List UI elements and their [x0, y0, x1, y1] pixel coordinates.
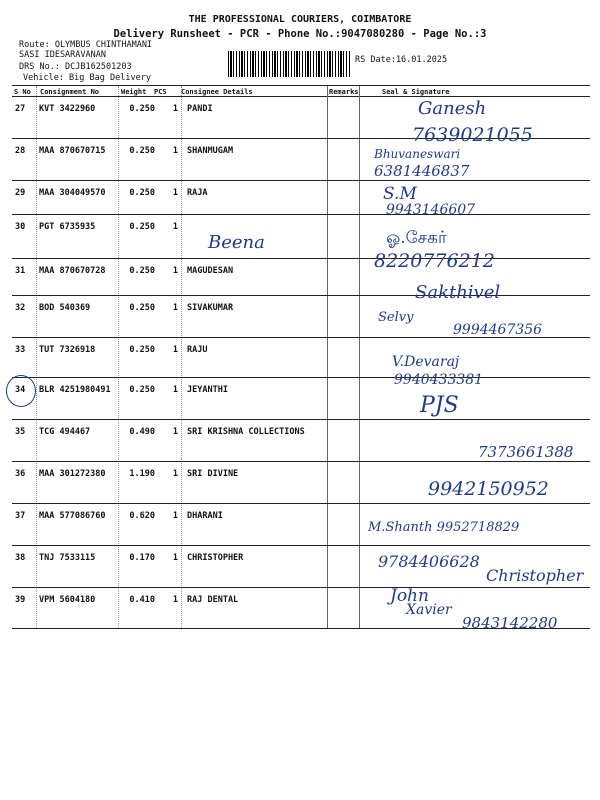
row-consignment: BOD 540369 — [39, 303, 91, 313]
handwritten-signature: Xavier — [406, 602, 452, 618]
col-header-sno: S No — [14, 88, 31, 96]
handwritten-signature: ஓ.சேகர் — [386, 228, 447, 248]
row-sno: 34 — [15, 385, 26, 395]
row-consignment: KVT 3422960 — [39, 104, 96, 114]
row-weight: 0.250 — [129, 104, 155, 114]
row-consignment: VPM 5604180 — [39, 595, 96, 605]
row-sno: 29 — [15, 188, 26, 198]
handwritten-phone: 9994467356 — [453, 322, 543, 338]
row-consignment: MAA 870670715 — [39, 146, 106, 156]
col-header-consignee: Consignee Details — [181, 88, 253, 96]
row-consignee: CHRISTOPHER — [187, 553, 244, 563]
row-weight: 1.190 — [129, 469, 155, 479]
row-consignee: PANDI — [187, 104, 213, 114]
row-weight: 0.490 — [129, 427, 155, 437]
row-consignment: BLR 4251980491 — [39, 385, 111, 395]
col-header-pcs: PCS — [154, 88, 167, 96]
handwritten-consignee-name: Beena — [208, 232, 265, 253]
row-weight: 0.250 — [129, 385, 155, 395]
row-consignment: MAA 577086760 — [39, 511, 106, 521]
row-consignment: TNJ 7533115 — [39, 553, 96, 563]
handwritten-signature: John — [390, 586, 429, 606]
vehicle-label: Vehicle: Big Bag Delivery — [23, 73, 151, 83]
table-row — [12, 259, 590, 300]
handwritten-phone: 6381446837 — [374, 162, 470, 180]
row-consignee: SIVAKUMAR — [187, 303, 234, 313]
route-label: Route: OLYMBUS CHINTHAMANI — [19, 40, 153, 50]
row-pcs: 1 — [172, 553, 178, 563]
row-consignment: MAA 301272380 — [39, 469, 106, 479]
row-consignee: SHANMUGAM — [187, 146, 234, 156]
handwritten-phone: 7373661388 — [478, 443, 574, 461]
row-consignee: RAJA — [187, 188, 208, 198]
handwritten-signature: S.M — [383, 184, 417, 204]
row-pcs: 1 — [172, 427, 178, 437]
row-sno: 38 — [15, 553, 26, 563]
row-weight: 0.250 — [129, 188, 155, 198]
row-consignee: SRI KRISHNA COLLECTIONS — [187, 427, 305, 437]
row-weight: 0.250 — [129, 266, 155, 276]
row-pcs: 1 — [172, 303, 178, 313]
row-sno: 30 — [15, 222, 26, 232]
company-title: THE PROFESSIONAL COURIERS, COIMBATORE — [188, 14, 412, 25]
row-sno: 32 — [15, 303, 26, 313]
handwritten-signature: Sakthivel — [415, 282, 501, 303]
barcode — [228, 51, 350, 77]
table-row — [12, 378, 590, 419]
col-header-signature: Seal & Signature — [382, 88, 450, 96]
row-pcs: 1 — [172, 385, 178, 395]
row-sno: 33 — [15, 345, 26, 355]
table-top-border — [12, 85, 590, 86]
drs-number: DRS No.: DCJB162501203 — [19, 62, 132, 72]
row-consignee: RAJU — [187, 345, 208, 355]
table-row — [12, 215, 590, 256]
row-consignee: SRI DIVINE — [187, 469, 239, 479]
row-sno: 36 — [15, 469, 26, 479]
row-weight: 0.250 — [129, 303, 155, 313]
row-pcs: 1 — [172, 345, 178, 355]
col-header-consignment: Consignment No — [40, 88, 100, 96]
row-weight: 0.250 — [129, 222, 155, 232]
row-pcs: 1 — [172, 104, 178, 114]
row-pcs: 1 — [172, 146, 178, 156]
row-pcs: 1 — [172, 595, 178, 605]
row-consignment: MAA 304049570 — [39, 188, 106, 198]
row-sno: 35 — [15, 427, 26, 437]
row-consignment: PGT 6735935 — [39, 222, 96, 232]
col-header-remarks: Remarks — [329, 88, 359, 96]
table-row — [12, 338, 590, 379]
handwritten-phone: 8220776212 — [374, 250, 495, 272]
row-consignee: DHARANI — [187, 511, 223, 521]
row-consignment: TUT 7326918 — [39, 345, 96, 355]
row-weight: 0.250 — [129, 146, 155, 156]
row-pcs: 1 — [172, 222, 178, 232]
handwritten-signature: M.Shanth 9952718829 — [368, 520, 520, 535]
row-weight: 0.250 — [129, 345, 155, 355]
runsheet-subtitle: Delivery Runsheet - PCR - Phone No.:9047080280 - Page No.:3 — [113, 28, 487, 40]
handwritten-phone: 7639021055 — [412, 124, 533, 146]
row-34-circle-mark — [6, 375, 36, 407]
handwritten-signature: Selvy — [378, 310, 414, 325]
row-sno: 37 — [15, 511, 26, 521]
handwritten-phone: 9943146607 — [386, 202, 476, 218]
row-sno: 27 — [15, 104, 26, 114]
handwritten-signature: Christopher — [486, 566, 584, 585]
row-consignment: TCG 494467 — [39, 427, 91, 437]
handwritten-signature: Ganesh — [418, 98, 487, 119]
row-consignee: RAJ DENTAL — [187, 595, 239, 605]
handwritten-phone: 9942150952 — [428, 478, 549, 500]
row-pcs: 1 — [172, 511, 178, 521]
staff-name: SASI IDESARAVANAN — [19, 50, 106, 60]
rs-date: RS Date:16.01.2025 — [355, 55, 448, 65]
row-pcs: 1 — [172, 188, 178, 198]
row-sno: 31 — [15, 266, 26, 276]
handwritten-phone: 9940433381 — [394, 372, 484, 388]
row-sno: 39 — [15, 595, 26, 605]
handwritten-signature: PJS — [420, 393, 459, 418]
handwritten-phone: 9843142280 — [462, 614, 558, 632]
handwritten-signature: Bhuvaneswari — [374, 147, 461, 161]
row-consignee: JEYANTHI — [187, 385, 228, 395]
row-consignment: MAA 870670728 — [39, 266, 106, 276]
handwritten-signature: V.Devaraj — [392, 354, 460, 370]
handwritten-phone: 9784406628 — [378, 552, 480, 571]
row-pcs: 1 — [172, 266, 178, 276]
row-weight: 0.170 — [129, 553, 155, 563]
row-weight: 0.620 — [129, 511, 155, 521]
row-sno: 28 — [15, 146, 26, 156]
col-header-weight: Weight — [121, 88, 147, 96]
row-consignee: MAGUDESAN — [187, 266, 234, 276]
row-weight: 0.410 — [129, 595, 155, 605]
row-pcs: 1 — [172, 469, 178, 479]
